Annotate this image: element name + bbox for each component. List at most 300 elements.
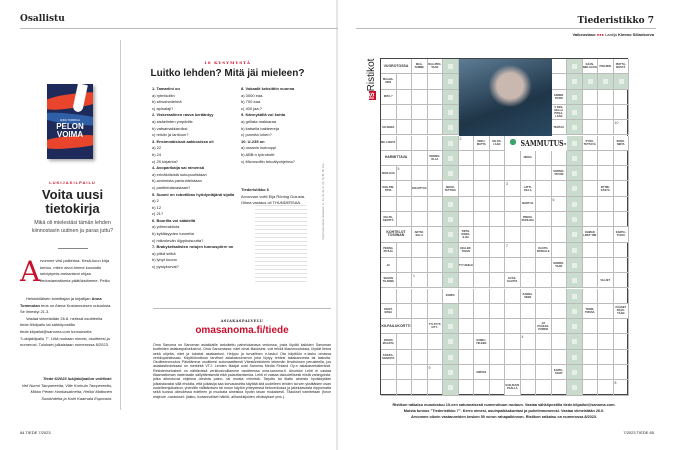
grid-cell[interactable] [614,258,630,273]
grid-cell[interactable] [412,365,428,380]
grid-cell[interactable] [567,319,583,334]
grid-cell[interactable] [598,304,614,319]
grid-cell[interactable] [459,212,475,227]
grid-cell[interactable] [443,136,459,151]
grid-cell[interactable] [459,197,475,212]
grid-cell[interactable] [567,197,583,212]
grid-cell[interactable] [443,197,459,212]
grid-cell[interactable] [459,319,475,334]
grid-cell[interactable] [397,380,413,395]
grid-cell[interactable] [614,105,630,120]
grid-cell[interactable] [428,197,444,212]
grid-cell[interactable] [505,197,521,212]
clue-cell: POHJIEN [598,59,614,74]
grid-cell[interactable] [474,227,490,242]
grid-cell[interactable] [598,227,614,242]
grid-cell[interactable] [552,181,568,196]
grid-cell[interactable] [490,197,506,212]
quiz-question: 5. Suomi on robotiikan hyödyntäjänä sijalla [152,191,235,197]
grid-cell[interactable] [505,350,521,365]
grid-cell[interactable] [428,258,444,273]
grid-cell[interactable] [567,227,583,242]
grid-cell[interactable] [567,166,583,181]
grid-cell[interactable] [428,380,444,395]
grid-cell[interactable] [443,319,459,334]
section-label: Osallistu [20,14,65,24]
grid-cell[interactable] [552,273,568,288]
clue-cell: KOH-DIS-TIPIA [381,181,397,196]
grid-cell[interactable] [583,90,599,105]
grid-cell[interactable] [598,365,614,380]
grid-cell[interactable] [428,105,444,120]
grid-cell[interactable] [443,243,459,258]
clue-cell: KAUTO-PAINALLE [536,243,552,258]
clue-cell: SURKU-TELEEN [474,334,490,349]
quiz-question: 4. Avoparikaija sai nimensä [152,165,204,171]
grid-cell[interactable] [505,289,521,304]
grid-cell[interactable] [397,197,413,212]
grid-cell[interactable] [552,227,568,242]
grid-cell[interactable] [397,74,413,89]
grid-cell[interactable] [567,181,583,196]
grid-cell[interactable] [397,243,413,258]
grid-cell[interactable] [583,74,599,89]
clue-cell: PYY-SEELE [459,258,475,273]
grid-cell[interactable] [583,197,599,212]
grid-cell[interactable] [490,319,506,334]
grid-cell[interactable] [583,273,599,288]
grid-cell[interactable] [474,212,490,227]
grid-cell[interactable] [567,304,583,319]
grid-cell[interactable] [443,212,459,227]
grid-cell[interactable] [505,304,521,319]
grid-cell[interactable] [614,181,630,196]
grid-cell[interactable] [536,227,552,242]
grid-cell[interactable] [443,350,459,365]
quiz-option: a) erinäköisistä sukupuolistaan [152,171,207,177]
grid-cell[interactable] [397,350,413,365]
grid-cell[interactable] [490,273,506,288]
grid-cell[interactable] [412,212,428,227]
grid-cell[interactable] [459,350,475,365]
grid-cell[interactable] [567,105,583,120]
grid-cell[interactable] [428,273,444,288]
grid-cell[interactable] [521,319,537,334]
grid-cell[interactable] [490,243,506,258]
instructions-line-2: Muista tunnus "Tiederistikko 7". Kerro nimesi, asuinpaikkakuntasi ja puhelinnumerosi. Vastaa viimeistään 26.6. [403,409,605,413]
prev-solution-grid [255,205,307,285]
grid-cell[interactable] [583,365,599,380]
grid-cell[interactable] [381,197,397,212]
grid-cell[interactable] [598,319,614,334]
grid-cell[interactable] [583,258,599,273]
grid-cell[interactable] [567,59,583,74]
divider [58,248,88,249]
grid-cell[interactable] [381,365,397,380]
grid-cell[interactable] [614,319,630,334]
grid-cell[interactable] [583,105,599,120]
grid-cell[interactable] [552,74,568,89]
quiz-option: a) ydinreaktiota [152,224,180,230]
grid-cell[interactable] [428,181,444,196]
grid-cell[interactable] [536,212,552,227]
grid-cell[interactable] [397,289,413,304]
grid-cell[interactable] [428,120,444,135]
grid-cell[interactable] [474,304,490,319]
grid-cell[interactable] [567,334,583,349]
grid-cell[interactable] [412,350,428,365]
grid-cell[interactable] [552,243,568,258]
grid-cell[interactable] [614,365,630,380]
grid-cell[interactable] [474,151,490,166]
grid-cell[interactable] [552,289,568,304]
grid-cell[interactable] [428,350,444,365]
grid-cell[interactable] [443,304,459,319]
grid-cell[interactable] [567,380,583,395]
grid-cell[interactable] [536,258,552,273]
page-folio-left: 64 TIEDE 7/2023 [20,430,51,435]
grid-cell[interactable] [397,136,413,151]
grid-cell[interactable] [614,273,630,288]
clue-cell: TIETO-KIRJO-ILIJA [459,227,475,242]
quiz-option: a) grillata makkaraa [241,118,277,124]
quiz-option: c) punnita lohen? [241,132,272,138]
grid-cell[interactable] [567,136,583,151]
grid-cell[interactable] [598,90,614,105]
grid-cell[interactable] [397,334,413,349]
grid-cell[interactable] [505,334,521,349]
grid-cell[interactable] [583,334,599,349]
grid-cell[interactable] [459,289,475,304]
grid-cell[interactable] [443,59,459,74]
feature-word-box [521,136,568,151]
grid-cell[interactable] [598,105,614,120]
grid-cell[interactable] [598,197,614,212]
grid-cell[interactable] [598,136,614,151]
grid-cell[interactable] [552,350,568,365]
grid-cell[interactable] [521,258,537,273]
grid-cell[interactable] [443,258,459,273]
grid-cell[interactable] [474,243,490,258]
grid-cell[interactable] [428,227,444,242]
grid-cell[interactable] [490,258,506,273]
grid-cell[interactable] [412,319,428,334]
grid-cell[interactable] [521,365,537,380]
grid-cell[interactable] [567,212,583,227]
grid-cell[interactable] [614,74,630,89]
clue-cell: VALJET [598,273,614,288]
grid-cell[interactable] [536,334,552,349]
grid-cell[interactable] [614,166,630,181]
grid-cell[interactable] [443,120,459,135]
grid-cell[interactable] [459,380,475,395]
grid-cell[interactable] [397,304,413,319]
clue-cell: PERÄN-PITÄJÄ [381,243,397,258]
grid-cell[interactable] [443,151,459,166]
grid-cell[interactable] [443,227,459,242]
grid-cell[interactable] [536,181,552,196]
grid-cell[interactable] [536,197,552,212]
grid-cell[interactable] [490,212,506,227]
grid-cell[interactable] [536,365,552,380]
grid-cell[interactable] [397,120,413,135]
clue-cell: NOKIA [521,151,537,166]
grid-cell[interactable] [412,304,428,319]
grid-cell[interactable] [412,151,428,166]
grid-cell[interactable] [614,212,630,227]
grid-cell[interactable] [614,350,630,365]
grid-cell[interactable] [505,227,521,242]
grid-cell[interactable] [412,74,428,89]
grid-cell[interactable] [552,319,568,334]
grid-cell[interactable] [428,74,444,89]
grid-cell[interactable] [583,350,599,365]
grid-cell[interactable] [490,227,506,242]
grid-cell[interactable] [598,212,614,227]
grid-cell[interactable] [598,74,614,89]
book-author: ANNA TOMMOLA [59,119,81,122]
grid-cell[interactable] [521,273,537,288]
grid-cell[interactable] [474,380,490,395]
header-rule-right [356,28,656,29]
quiz-answers: Kysymysten oikeat vastaukset: 1c, 2a, 3a, 4a, 5c, 6a, 7b, 8b, 9b, 10a [322,163,325,240]
winners-list: Veli Nurmi Tampereelta, Ville Korhula Tampereelta, Mikko Pentin Hankasalmelta, Heikki Mattonen Suolahdelta ja Katri Kaarnala Espoosta. [21,382,112,401]
grid-cell[interactable] [459,151,475,166]
grid-cell[interactable] [397,105,413,120]
grid-cell[interactable] [397,273,413,288]
solution-number: 6 [552,197,555,202]
grid-cell[interactable] [459,304,475,319]
grid-cell[interactable] [490,350,506,365]
grid-cell[interactable] [474,289,490,304]
grid-cell[interactable] [412,136,428,151]
quiz-option: a) 22 [152,145,162,151]
grid-cell[interactable] [443,380,459,395]
quiz-question: 7. Brakykefaalisten rotujen tunnuspiirre on [152,244,234,250]
grid-cell[interactable] [567,151,583,166]
grid-cell[interactable] [505,166,521,181]
grid-cell[interactable] [428,90,444,105]
grid-cell[interactable] [474,273,490,288]
grid-cell[interactable] [521,166,537,181]
grid-cell[interactable] [614,90,630,105]
grid-cell[interactable] [474,197,490,212]
grid-cell[interactable] [397,365,413,380]
grid-cell[interactable] [521,227,537,242]
quiz-question: 6. Boorilla voi säädellä [152,217,196,223]
grid-cell[interactable] [474,181,490,196]
grid-cell[interactable] [583,243,599,258]
quiz-option: b) 12 [152,204,162,210]
grid-cell[interactable] [505,319,521,334]
grid-cell[interactable] [552,151,568,166]
grid-cell[interactable] [567,365,583,380]
grid-cell[interactable] [536,380,552,395]
grid-cell[interactable] [443,334,459,349]
grid-cell[interactable] [583,212,599,227]
grid-cell[interactable] [474,350,490,365]
grid-cell[interactable] [412,380,428,395]
grid-cell[interactable] [490,151,506,166]
clue-cell: KOKE-NEITA [614,136,630,151]
grid-cell[interactable] [490,365,506,380]
grid-cell[interactable] [567,258,583,273]
grid-cell[interactable] [536,304,552,319]
grid-cell[interactable] [505,212,521,227]
grid-cell[interactable] [567,90,583,105]
grid-cell[interactable] [598,151,614,166]
quiz-question: 3. Ensimmäisissä aakkosissa oli [152,138,214,144]
grid-cell[interactable] [459,181,475,196]
clue-cell: KAPEL-TAVAT [552,365,568,380]
grid-cell[interactable] [459,365,475,380]
grid-cell[interactable] [443,166,459,181]
grid-cell[interactable] [412,243,428,258]
grid-cell[interactable] [381,380,397,395]
grid-cell[interactable] [598,289,614,304]
grid-cell[interactable] [490,289,506,304]
grid-cell[interactable] [614,243,630,258]
clue-cell: JA [381,258,397,273]
grid-cell[interactable] [490,181,506,196]
grid-cell[interactable] [443,273,459,288]
grid-cell[interactable] [505,151,521,166]
grid-cell[interactable] [536,289,552,304]
grid-cell[interactable] [459,273,475,288]
grid-cell[interactable] [412,334,428,349]
grid-cell[interactable] [443,365,459,380]
grid-cell[interactable] [459,334,475,349]
grid-cell[interactable] [521,350,537,365]
grid-cell[interactable] [428,212,444,227]
grid-cell[interactable] [536,273,552,288]
grid-cell[interactable] [381,105,397,120]
grid-cell[interactable] [598,380,614,395]
grid-cell[interactable] [381,289,397,304]
grid-cell[interactable] [567,243,583,258]
clue-cell: JOKOS MAASTA [381,334,397,349]
grid-cell[interactable] [583,151,599,166]
grid-cell[interactable] [567,289,583,304]
grid-cell[interactable] [598,120,614,135]
grid-cell[interactable] [505,365,521,380]
grid-cell[interactable] [598,166,614,181]
page-folio-right: 7/2023 TIEDE 65 [623,430,654,435]
grid-cell[interactable] [552,212,568,227]
clue-cell: KELPA-KENTTÄ [381,212,397,227]
grid-cell[interactable] [552,59,568,74]
clue-cell: SO-NORA [381,120,397,135]
service-link[interactable]: omasanoma.fi/tiede [195,325,289,336]
grid-cell[interactable] [614,151,630,166]
grid-cell[interactable] [583,319,599,334]
grid-cell[interactable] [412,197,428,212]
grid-cell[interactable] [521,243,537,258]
grid-cell[interactable] [428,166,444,181]
grid-cell[interactable] [474,319,490,334]
grid-cell[interactable] [443,90,459,105]
grid-cell[interactable] [412,120,428,135]
clue-cell: MAA-TAMME [412,59,428,74]
author-label: Laatija [605,32,617,37]
grid-cell[interactable] [552,304,568,319]
grid-cell[interactable] [474,166,490,181]
ristikot-brand: ISRistikot [366,58,377,99]
grid-cell[interactable] [397,181,413,196]
clue-cell: KELLER-TAVAN [459,243,475,258]
grid-cell[interactable] [567,120,583,135]
quiz-option: c) parittelutavastaan? [152,184,191,190]
grid-cell[interactable] [428,243,444,258]
grid-cell[interactable] [583,380,599,395]
grid-cell[interactable] [536,350,552,365]
grid-cell[interactable] [567,350,583,365]
grid-cell[interactable] [614,289,630,304]
grid-cell[interactable] [490,166,506,181]
grid-cell[interactable] [536,151,552,166]
grid-cell[interactable] [521,380,537,395]
grid-cell[interactable] [598,258,614,273]
grid-cell[interactable] [536,166,552,181]
grid-cell[interactable] [598,243,614,258]
grid-cell[interactable] [583,120,599,135]
quiz-option: a) 2 [152,198,159,204]
grid-cell[interactable] [583,289,599,304]
grid-cell[interactable] [428,334,444,349]
grid-cell[interactable] [443,105,459,120]
grid-cell[interactable] [567,273,583,288]
quiz-option: c) pystykorvat? [152,264,179,270]
grid-cell[interactable] [552,334,568,349]
grid-cell[interactable] [598,334,614,349]
grid-cell[interactable] [614,334,630,349]
grid-cell[interactable] [412,166,428,181]
grid-cell[interactable] [397,90,413,105]
grid-cell[interactable] [428,304,444,319]
grid-cell[interactable] [552,380,568,395]
grid-cell[interactable] [428,136,444,151]
grid-cell[interactable] [521,304,537,319]
grid-cell[interactable] [598,350,614,365]
grid-cell[interactable] [583,181,599,196]
clue-cell: PEITTÄ-MÄSTÄ [614,59,630,74]
grid-cell[interactable] [490,380,506,395]
clue-cell: MAAHA-NEN [381,74,397,89]
grid-cell[interactable] [397,258,413,273]
grid-cell[interactable] [443,74,459,89]
clue-cell: MU-LOISTA [381,136,397,151]
grid-cell[interactable] [614,197,630,212]
grid-cell[interactable] [428,289,444,304]
solution-number: 10 [614,121,619,126]
grid-cell[interactable] [412,105,428,120]
headline: Voita uusi tietokirja [41,187,104,216]
grid-cell[interactable] [459,166,475,181]
grid-cell[interactable] [490,334,506,349]
grid-cell[interactable] [412,289,428,304]
grid-cell[interactable] [397,212,413,227]
grid-cell[interactable] [412,90,428,105]
grid-cell[interactable] [490,304,506,319]
grid-cell[interactable] [474,258,490,273]
clue-cell: AMPIAS [474,365,490,380]
grid-cell[interactable] [567,74,583,89]
quiz-option: b) katsella bakteereja [241,125,280,131]
grid-cell[interactable] [505,258,521,273]
grid-cell[interactable] [583,166,599,181]
article-body [20,255,112,349]
grid-cell[interactable] [412,258,428,273]
